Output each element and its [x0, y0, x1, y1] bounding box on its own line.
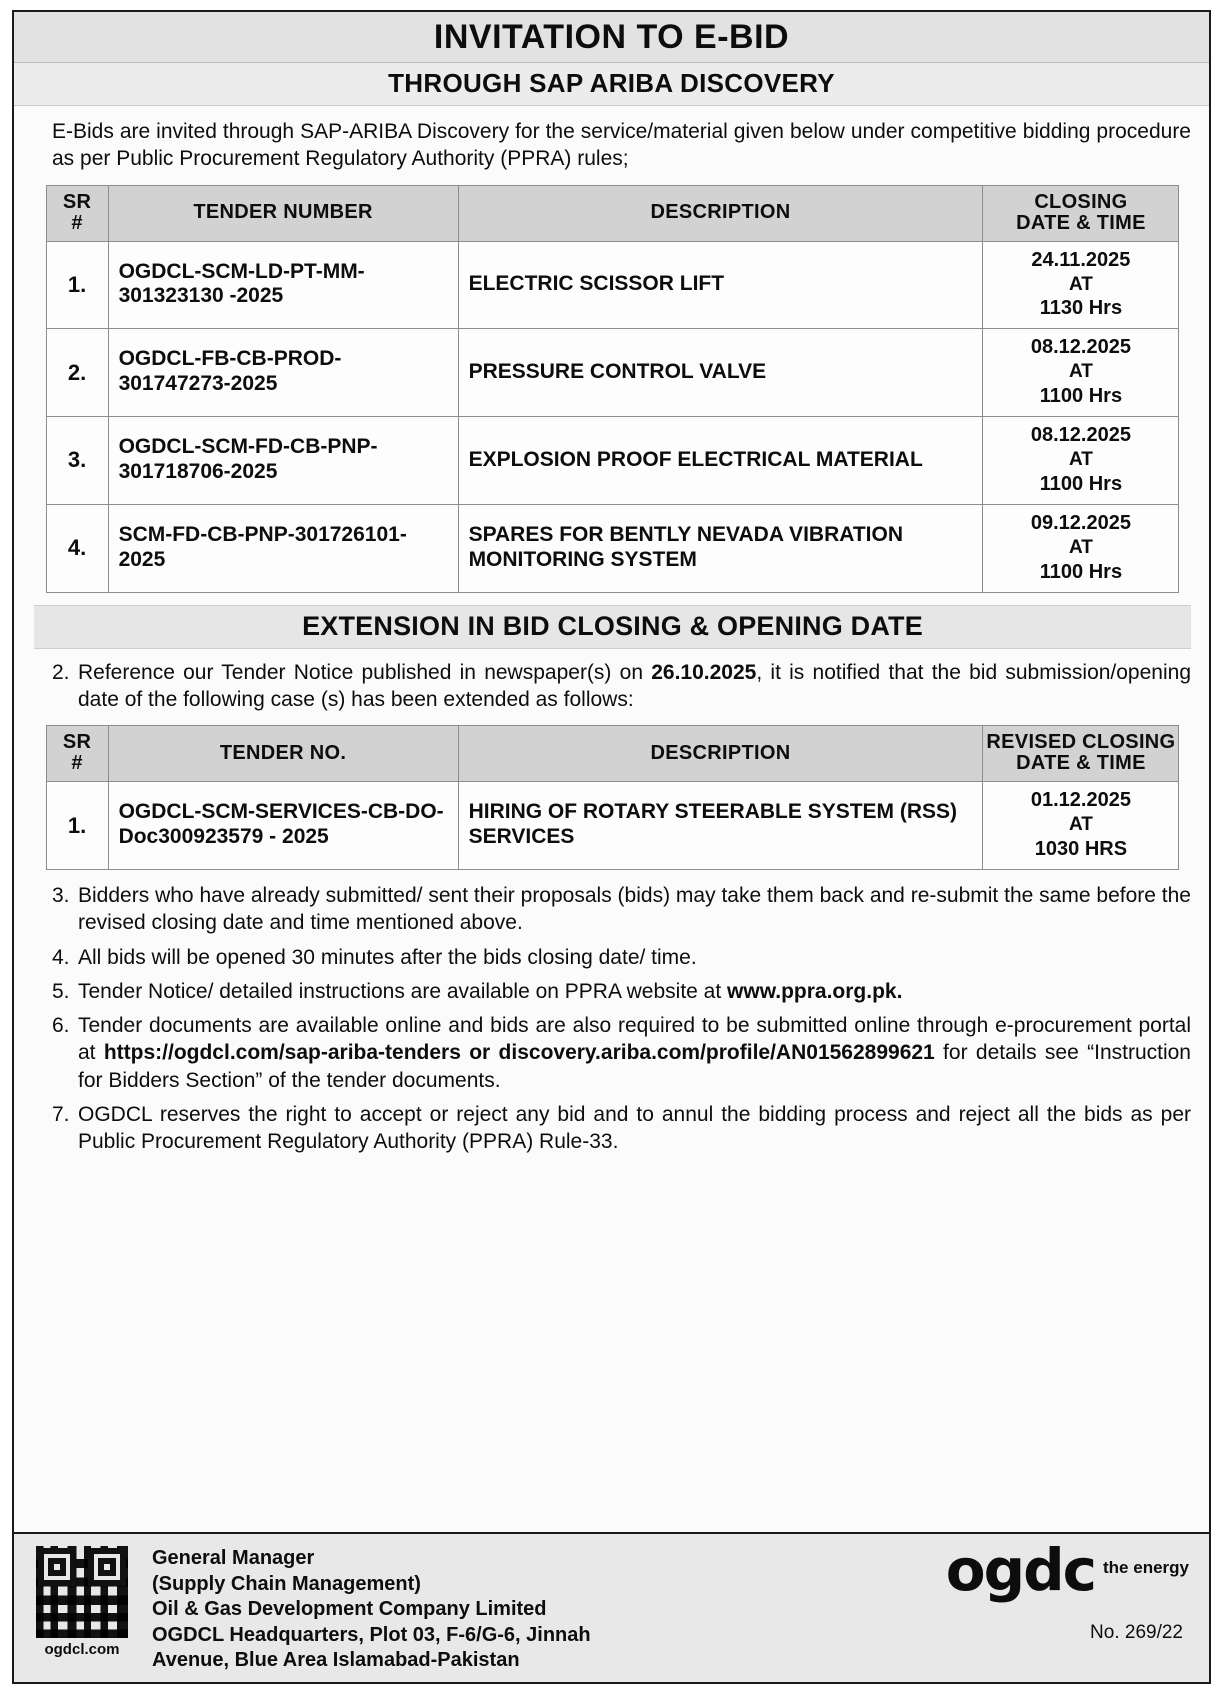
document-number: No. 269/22: [1090, 1622, 1183, 1644]
closing-date: 01.12.2025: [1030, 789, 1131, 812]
closing-date: 24.11.2025: [1031, 248, 1131, 271]
tender-table-extension: [46, 725, 1180, 870]
qr-code-icon: [36, 1546, 128, 1638]
column-header-sr: SR #: [46, 726, 108, 782]
page-title: INVITATION TO E-BID: [14, 12, 1209, 63]
address-line: Avenue, Blue Area Islamabad-Pakistan: [152, 1649, 520, 1672]
cell-sr: 1.: [46, 241, 108, 329]
cell-closing: [983, 504, 1179, 592]
column-header-closing: CLOSING DATE & TIME: [983, 185, 1179, 241]
section-title-extension: EXTENSION IN BID CLOSING & OPENING DATE: [34, 605, 1191, 649]
clause-number: 3.: [52, 883, 70, 907]
cell-description: HIRING OF ROTARY STEERABLE SYSTEM (RSS) SERVICES: [458, 782, 983, 870]
closing-at: AT: [1068, 536, 1093, 558]
eprocurement-portal-link[interactable]: https://ogdcl.com/sap-ariba-tenders or discovery.ariba.com/profile/AN01562899621: [103, 1041, 935, 1065]
logo-tagline: the energy: [1103, 1558, 1189, 1578]
table-row: [46, 417, 1179, 505]
closing-time: 1130 Hrs: [1039, 297, 1123, 320]
clause-text: All bids will be opened 30 minutes after the bids closing date/ time.: [78, 945, 697, 969]
address-line: OGDCL Headquarters, Plot 03, F-6/G-6, Jinnah: [152, 1623, 591, 1646]
clause-text-tail: for details see “Instruction for Bidders Section” of the tender documents.: [78, 1041, 1191, 1092]
clause-text: Bidders who have already submitted/ sent their proposals (bids) may take them back and re-submit the same before the revised closing date and time mentioned above.: [78, 883, 1191, 935]
clause-number: 5.: [52, 979, 70, 1003]
closing-at: AT: [1068, 361, 1093, 383]
closing-date: 08.12.2025: [1030, 336, 1131, 359]
clause-list: [34, 882, 1191, 1156]
column-header-sr: SR #: [46, 185, 108, 241]
cell-revised-closing: [983, 782, 1179, 870]
clause-text: [78, 978, 1191, 1005]
cell-tender-number: OGDCL-SCM-FD-CB-PNP-301718706-2025: [108, 417, 458, 505]
list-item: [34, 882, 1191, 937]
cell-sr: 1.: [46, 782, 108, 870]
clause-reference-date: 26.10.2025: [651, 660, 757, 684]
list-item: [34, 978, 1191, 1005]
extension-clause: [34, 659, 1191, 714]
advert-sheet: [12, 10, 1211, 1684]
clause-text-part2: , it is notified that the bid submission/opening date of the following case (s) has been extended as follows:: [78, 660, 1191, 711]
list-item: [34, 944, 1191, 971]
table-row: [46, 782, 1179, 870]
cell-description: PRESSURE CONTROL VALVE: [458, 329, 983, 417]
closing-at: AT: [1068, 449, 1093, 471]
qr-block: [26, 1544, 138, 1658]
table-header-row: [46, 726, 1179, 782]
column-header-description: DESCRIPTION: [458, 726, 983, 782]
cell-tender-number: SCM-FD-CB-PNP-301726101-2025: [108, 504, 458, 592]
closing-at: AT: [1068, 273, 1093, 295]
column-header-tender-number: TENDER NUMBER: [108, 185, 458, 241]
table-header-row: [46, 185, 1179, 241]
cell-description: ELECTRIC SCISSOR LIFT: [458, 241, 983, 329]
document-footer: [14, 1532, 1209, 1682]
cell-closing: [983, 417, 1179, 505]
page-subtitle: THROUGH SAP ARIBA DISCOVERY: [14, 63, 1209, 106]
table-row: [46, 329, 1179, 417]
brand-block: [893, 1536, 1193, 1644]
clause-number: 4.: [52, 945, 70, 969]
list-item: [34, 1101, 1191, 1156]
tender-table-main: [46, 185, 1180, 593]
closing-date: 09.12.2025: [1030, 511, 1131, 534]
cell-closing: [983, 329, 1179, 417]
document-body: [14, 106, 1209, 1532]
cell-sr: 2.: [46, 329, 108, 417]
cell-tender-number: OGDCL-SCM-SERVICES-CB-DO-Doc300923579 - 2025: [108, 782, 458, 870]
table-row: [46, 241, 1179, 329]
cell-description: EXPLOSION PROOF ELECTRICAL MATERIAL: [458, 417, 983, 505]
cell-sr: 4.: [46, 504, 108, 592]
column-header-description: DESCRIPTION: [458, 185, 983, 241]
closing-date: 08.12.2025: [1030, 424, 1131, 447]
column-header-revised-closing: REVISED CLOSING DATE & TIME: [983, 726, 1179, 782]
cell-description: SPARES FOR BENTLY NEVADA VIBRATION MONITORING SYSTEM: [458, 504, 983, 592]
clause-text: [78, 659, 1191, 714]
closing-time: 1100 Hrs: [1039, 560, 1123, 583]
intro-paragraph: E-Bids are invited through SAP-ARIBA Discovery for the service/material given below under competitive bidding procedure as per Public Procurement Regulatory Authority (PPRA) rules;: [52, 120, 1191, 171]
ppra-website-link[interactable]: www.ppra.org.pk.: [727, 979, 903, 1003]
address-line: General Manager: [152, 1547, 315, 1570]
cell-tender-number: OGDCL-SCM-LD-PT-MM-301323130 -2025: [108, 241, 458, 329]
issuer-address: [138, 1544, 893, 1674]
ogdcl-logo: ogdc: [945, 1536, 1096, 1605]
clause-text: OGDCL reserves the right to accept or reject any bid and to annul the bidding process and reject all the bids as per Public Procurement Regulatory Authority (PPRA) Rule-33.: [78, 1103, 1191, 1154]
address-line: Oil & Gas Development Company Limited: [152, 1598, 547, 1621]
cell-closing: [983, 241, 1179, 329]
clause-number: 2.: [52, 660, 70, 684]
clause-text-lead: Tender documents are available online and bids are also required to be submitted online through e-procurement portal at: [78, 1014, 1191, 1065]
closing-time: 1100 Hrs: [1039, 385, 1123, 408]
clause-text: [78, 1012, 1191, 1094]
logo-row: [893, 1536, 1189, 1605]
clause-text-lead: Tender Notice/ detailed instructions are available on PPRA website at: [78, 979, 728, 1003]
list-item: [34, 1012, 1191, 1094]
cell-sr: 3.: [46, 417, 108, 505]
clause-number: 6.: [52, 1014, 70, 1038]
closing-time: 1100 Hrs: [1039, 472, 1123, 495]
clause-text-part1: Reference our Tender Notice published in newspaper(s) on: [78, 660, 652, 684]
cell-tender-number: OGDCL-FB-CB-PROD-301747273-2025: [108, 329, 458, 417]
address-line: (Supply Chain Management): [152, 1572, 421, 1595]
closing-at: AT: [1068, 814, 1093, 836]
clause-number: 7.: [52, 1103, 70, 1127]
column-header-tender-no: TENDER NO.: [108, 726, 458, 782]
qr-caption: ogdcl.com: [44, 1641, 120, 1659]
table-row: [46, 504, 1179, 592]
closing-time: 1030 HRS: [1034, 837, 1128, 860]
